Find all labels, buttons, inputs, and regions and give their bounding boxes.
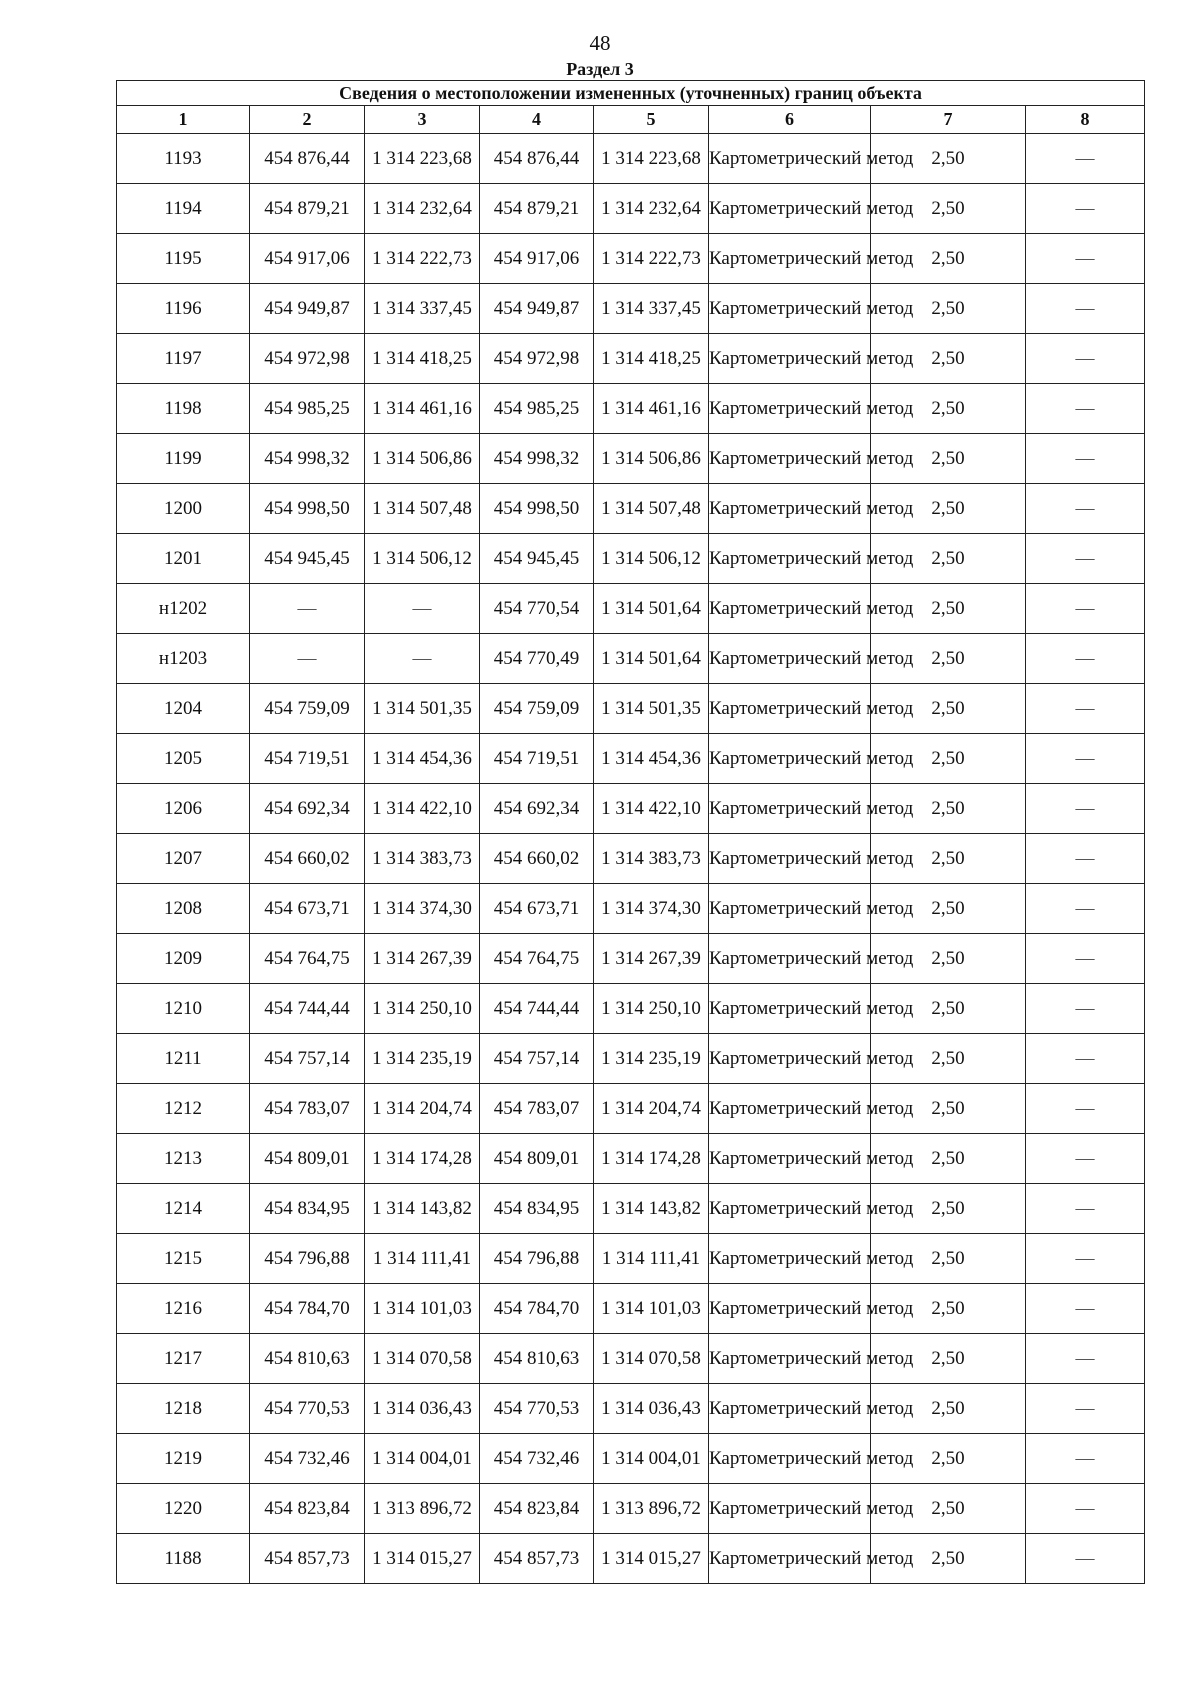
- cell-old-x: 454 719,51: [250, 734, 365, 784]
- cell-new-y: 1 314 506,86: [594, 434, 709, 484]
- table-row: [117, 484, 1145, 534]
- cell-accuracy: 2,50: [871, 834, 1026, 884]
- cell-point-number: 1215: [117, 1234, 250, 1284]
- cell-new-x: 454 879,21: [480, 184, 594, 234]
- cell-new-y: 1 313 896,72: [594, 1484, 709, 1534]
- cell-old-y: 1 314 004,01: [365, 1434, 480, 1484]
- table-row: [117, 234, 1145, 284]
- cell-old-x: 454 857,73: [250, 1534, 365, 1584]
- cell-description: —: [1026, 1384, 1145, 1434]
- cell-description: —: [1026, 634, 1145, 684]
- table-caption: Сведения о местоположении измененных (уточненных) границ объекта: [117, 81, 1145, 106]
- cell-new-y: 1 314 015,27: [594, 1534, 709, 1584]
- table-row: [117, 1184, 1145, 1234]
- cell-old-x: 454 796,88: [250, 1234, 365, 1284]
- cell-accuracy: 2,50: [871, 484, 1026, 534]
- cell-description: —: [1026, 384, 1145, 434]
- cell-new-y: 1 314 383,73: [594, 834, 709, 884]
- cell-new-y: 1 314 143,82: [594, 1184, 709, 1234]
- cell-method: Картометрический метод: [709, 1034, 871, 1084]
- cell-old-y: 1 314 506,12: [365, 534, 480, 584]
- cell-old-x: 454 732,46: [250, 1434, 365, 1484]
- table-row: [117, 934, 1145, 984]
- cell-point-number: 1196: [117, 284, 250, 334]
- cell-method: Картометрический метод: [709, 634, 871, 684]
- cell-description: —: [1026, 984, 1145, 1034]
- cell-method: Картометрический метод: [709, 684, 871, 734]
- cell-description: —: [1026, 1084, 1145, 1134]
- cell-description: —: [1026, 334, 1145, 384]
- cell-new-x: 454 949,87: [480, 284, 594, 334]
- cell-accuracy: 2,50: [871, 534, 1026, 584]
- table-row: [117, 684, 1145, 734]
- cell-new-x: 454 876,44: [480, 134, 594, 184]
- cell-description: —: [1026, 584, 1145, 634]
- cell-point-number: 1188: [117, 1534, 250, 1584]
- cell-method: Картометрический метод: [709, 1134, 871, 1184]
- cell-old-x: 454 985,25: [250, 384, 365, 434]
- cell-old-x: 454 998,50: [250, 484, 365, 534]
- cell-point-number: 1208: [117, 884, 250, 934]
- table-row: [117, 1234, 1145, 1284]
- cell-accuracy: 2,50: [871, 184, 1026, 234]
- cell-new-y: 1 314 101,03: [594, 1284, 709, 1334]
- cell-new-y: 1 314 036,43: [594, 1384, 709, 1434]
- cell-old-x: 454 949,87: [250, 284, 365, 334]
- cell-old-y: 1 314 374,30: [365, 884, 480, 934]
- cell-accuracy: 2,50: [871, 634, 1026, 684]
- cell-old-x: 454 759,09: [250, 684, 365, 734]
- column-number-8: 8: [1026, 106, 1145, 134]
- cell-old-y: 1 314 250,10: [365, 984, 480, 1034]
- cell-new-y: 1 314 204,74: [594, 1084, 709, 1134]
- cell-description: —: [1026, 1184, 1145, 1234]
- cell-description: —: [1026, 134, 1145, 184]
- table-row: [117, 584, 1145, 634]
- cell-new-y: 1 314 222,73: [594, 234, 709, 284]
- cell-method: Картометрический метод: [709, 984, 871, 1034]
- cell-new-y: 1 314 004,01: [594, 1434, 709, 1484]
- cell-point-number: 1205: [117, 734, 250, 784]
- cell-old-y: 1 314 418,25: [365, 334, 480, 384]
- cell-new-x: 454 796,88: [480, 1234, 594, 1284]
- table-row: [117, 384, 1145, 434]
- cell-new-x: 454 757,14: [480, 1034, 594, 1084]
- cell-description: —: [1026, 1434, 1145, 1484]
- cell-new-y: 1 314 174,28: [594, 1134, 709, 1184]
- cell-description: —: [1026, 1284, 1145, 1334]
- cell-accuracy: 2,50: [871, 234, 1026, 284]
- cell-method: Картометрический метод: [709, 284, 871, 334]
- cell-new-x: 454 834,95: [480, 1184, 594, 1234]
- cell-new-x: 454 985,25: [480, 384, 594, 434]
- cell-method: Картометрический метод: [709, 1384, 871, 1434]
- cell-new-x: 454 673,71: [480, 884, 594, 934]
- cell-accuracy: 2,50: [871, 334, 1026, 384]
- table-row: [117, 834, 1145, 884]
- cell-new-x: 454 810,63: [480, 1334, 594, 1384]
- cell-old-y: 1 314 461,16: [365, 384, 480, 434]
- cell-old-y: 1 314 507,48: [365, 484, 480, 534]
- cell-old-y: 1 314 235,19: [365, 1034, 480, 1084]
- cell-new-x: 454 917,06: [480, 234, 594, 284]
- cell-description: —: [1026, 734, 1145, 784]
- cell-accuracy: 2,50: [871, 1334, 1026, 1384]
- cell-accuracy: 2,50: [871, 1134, 1026, 1184]
- cell-method: Картометрический метод: [709, 734, 871, 784]
- cell-old-x: 454 810,63: [250, 1334, 365, 1384]
- cell-old-x: 454 783,07: [250, 1084, 365, 1134]
- column-number-3: 3: [365, 106, 480, 134]
- table-row: [117, 1134, 1145, 1184]
- cell-description: —: [1026, 1234, 1145, 1284]
- table-row: [117, 134, 1145, 184]
- cell-old-y: 1 314 454,36: [365, 734, 480, 784]
- cell-new-y: 1 314 250,10: [594, 984, 709, 1034]
- cell-new-y: 1 314 070,58: [594, 1334, 709, 1384]
- cell-old-x: 454 972,98: [250, 334, 365, 384]
- cell-new-y: 1 314 223,68: [594, 134, 709, 184]
- cell-point-number: 1216: [117, 1284, 250, 1334]
- cell-point-number: 1207: [117, 834, 250, 884]
- cell-method: Картометрический метод: [709, 934, 871, 984]
- cell-description: —: [1026, 784, 1145, 834]
- cell-old-y: 1 314 232,64: [365, 184, 480, 234]
- column-number-5: 5: [594, 106, 709, 134]
- table-row: [117, 634, 1145, 684]
- table-row: [117, 1084, 1145, 1134]
- cell-description: —: [1026, 1534, 1145, 1584]
- cell-old-x: —: [250, 584, 365, 634]
- cell-description: —: [1026, 284, 1145, 334]
- table-body: [117, 134, 1145, 1584]
- cell-old-x: 454 764,75: [250, 934, 365, 984]
- cell-accuracy: 2,50: [871, 884, 1026, 934]
- cell-point-number: 1195: [117, 234, 250, 284]
- cell-accuracy: 2,50: [871, 1384, 1026, 1434]
- column-number-row: [117, 106, 1145, 134]
- cell-method: Картометрический метод: [709, 1184, 871, 1234]
- cell-description: —: [1026, 434, 1145, 484]
- cell-old-x: 454 673,71: [250, 884, 365, 934]
- cell-old-y: 1 314 422,10: [365, 784, 480, 834]
- cell-accuracy: 2,50: [871, 934, 1026, 984]
- cell-new-x: 454 719,51: [480, 734, 594, 784]
- cell-accuracy: 2,50: [871, 1034, 1026, 1084]
- cell-method: Картометрический метод: [709, 184, 871, 234]
- cell-new-x: 454 857,73: [480, 1534, 594, 1584]
- cell-new-x: 454 809,01: [480, 1134, 594, 1184]
- table-row: [117, 434, 1145, 484]
- cell-new-y: 1 314 461,16: [594, 384, 709, 434]
- cell-old-y: 1 314 222,73: [365, 234, 480, 284]
- cell-new-x: 454 770,49: [480, 634, 594, 684]
- cell-method: Картометрический метод: [709, 1434, 871, 1484]
- cell-old-x: 454 784,70: [250, 1284, 365, 1334]
- section-title: Раздел 3: [566, 59, 634, 79]
- cell-new-x: 454 732,46: [480, 1434, 594, 1484]
- cell-method: Картометрический метод: [709, 234, 871, 284]
- cell-new-x: 454 945,45: [480, 534, 594, 584]
- cell-point-number: 1200: [117, 484, 250, 534]
- cell-new-y: 1 314 418,25: [594, 334, 709, 384]
- cell-accuracy: 2,50: [871, 684, 1026, 734]
- cell-description: —: [1026, 884, 1145, 934]
- cell-new-x: 454 823,84: [480, 1484, 594, 1534]
- cell-old-y: —: [365, 634, 480, 684]
- cell-point-number: 1214: [117, 1184, 250, 1234]
- cell-new-y: 1 314 267,39: [594, 934, 709, 984]
- cell-old-x: 454 757,14: [250, 1034, 365, 1084]
- cell-method: Картометрический метод: [709, 1334, 871, 1384]
- cell-description: —: [1026, 684, 1145, 734]
- cell-accuracy: 2,50: [871, 1534, 1026, 1584]
- column-number-4: 4: [480, 106, 594, 134]
- cell-old-y: —: [365, 584, 480, 634]
- cell-new-y: 1 314 235,19: [594, 1034, 709, 1084]
- cell-old-y: 1 314 143,82: [365, 1184, 480, 1234]
- cell-old-x: 454 917,06: [250, 234, 365, 284]
- cell-accuracy: 2,50: [871, 1284, 1026, 1334]
- table-row: [117, 884, 1145, 934]
- cell-old-y: 1 314 337,45: [365, 284, 480, 334]
- cell-description: —: [1026, 534, 1145, 584]
- cell-point-number: 1204: [117, 684, 250, 734]
- cell-method: Картометрический метод: [709, 884, 871, 934]
- cell-description: —: [1026, 1134, 1145, 1184]
- cell-new-y: 1 314 507,48: [594, 484, 709, 534]
- table-row: [117, 334, 1145, 384]
- cell-new-y: 1 314 501,64: [594, 584, 709, 634]
- cell-new-x: 454 744,44: [480, 984, 594, 1034]
- cell-old-x: 454 744,44: [250, 984, 365, 1034]
- table-row: [117, 1384, 1145, 1434]
- cell-point-number: 1199: [117, 434, 250, 484]
- cell-method: Картометрический метод: [709, 834, 871, 884]
- cell-accuracy: 2,50: [871, 1234, 1026, 1284]
- table-row: [117, 1484, 1145, 1534]
- cell-point-number: 1198: [117, 384, 250, 434]
- cell-old-y: 1 314 223,68: [365, 134, 480, 184]
- cell-description: —: [1026, 234, 1145, 284]
- table-header: [117, 81, 1145, 134]
- cell-old-y: 1 314 111,41: [365, 1234, 480, 1284]
- cell-old-y: 1 314 501,35: [365, 684, 480, 734]
- cell-description: —: [1026, 1034, 1145, 1084]
- cell-point-number: 1219: [117, 1434, 250, 1484]
- column-number-6: 6: [709, 106, 871, 134]
- table-row: [117, 784, 1145, 834]
- cell-old-x: 454 876,44: [250, 134, 365, 184]
- cell-point-number: 1217: [117, 1334, 250, 1384]
- table-row: [117, 1534, 1145, 1584]
- cell-old-y: 1 314 383,73: [365, 834, 480, 884]
- cell-point-number: 1220: [117, 1484, 250, 1534]
- cell-point-number: 1212: [117, 1084, 250, 1134]
- cell-point-number: 1194: [117, 184, 250, 234]
- cell-accuracy: 2,50: [871, 734, 1026, 784]
- cell-accuracy: 2,50: [871, 784, 1026, 834]
- cell-accuracy: 2,50: [871, 984, 1026, 1034]
- cell-accuracy: 2,50: [871, 1484, 1026, 1534]
- cell-point-number: 1197: [117, 334, 250, 384]
- cell-old-y: 1 313 896,72: [365, 1484, 480, 1534]
- cell-description: —: [1026, 1484, 1145, 1534]
- cell-new-y: 1 314 422,10: [594, 784, 709, 834]
- cell-new-y: 1 314 232,64: [594, 184, 709, 234]
- cell-method: Картометрический метод: [709, 1534, 871, 1584]
- cell-old-x: 454 809,01: [250, 1134, 365, 1184]
- cell-old-x: 454 945,45: [250, 534, 365, 584]
- cell-new-x: 454 764,75: [480, 934, 594, 984]
- cell-point-number: 1193: [117, 134, 250, 184]
- table-row: [117, 984, 1145, 1034]
- cell-point-number: 1218: [117, 1384, 250, 1434]
- cell-old-x: 454 770,53: [250, 1384, 365, 1434]
- cell-old-y: 1 314 036,43: [365, 1384, 480, 1434]
- cell-accuracy: 2,50: [871, 1184, 1026, 1234]
- cell-accuracy: 2,50: [871, 584, 1026, 634]
- cell-new-x: 454 770,53: [480, 1384, 594, 1434]
- cell-method: Картометрический метод: [709, 534, 871, 584]
- cell-accuracy: 2,50: [871, 384, 1026, 434]
- cell-new-x: 454 998,50: [480, 484, 594, 534]
- column-number-1: 1: [117, 106, 250, 134]
- cell-old-y: 1 314 101,03: [365, 1284, 480, 1334]
- cell-new-y: 1 314 374,30: [594, 884, 709, 934]
- cell-method: Картометрический метод: [709, 1284, 871, 1334]
- table-caption-row: [117, 81, 1145, 106]
- cell-new-y: 1 314 454,36: [594, 734, 709, 784]
- cell-point-number: 1206: [117, 784, 250, 834]
- cell-point-number: н1203: [117, 634, 250, 684]
- cell-method: Картометрический метод: [709, 484, 871, 534]
- cell-method: Картометрический метод: [709, 134, 871, 184]
- cell-new-x: 454 759,09: [480, 684, 594, 734]
- cell-new-y: 1 314 506,12: [594, 534, 709, 584]
- cell-description: —: [1026, 834, 1145, 884]
- cell-old-y: 1 314 070,58: [365, 1334, 480, 1384]
- cell-accuracy: 2,50: [871, 1084, 1026, 1134]
- cell-old-y: 1 314 174,28: [365, 1134, 480, 1184]
- cell-accuracy: 2,50: [871, 1434, 1026, 1484]
- cell-new-y: 1 314 501,64: [594, 634, 709, 684]
- page-number: 48: [589, 31, 611, 55]
- cell-point-number: 1210: [117, 984, 250, 1034]
- cell-new-x: 454 770,54: [480, 584, 594, 634]
- cell-accuracy: 2,50: [871, 134, 1026, 184]
- cell-new-x: 454 660,02: [480, 834, 594, 884]
- cell-point-number: 1213: [117, 1134, 250, 1184]
- cell-point-number: 1211: [117, 1034, 250, 1084]
- table-row: [117, 1334, 1145, 1384]
- cell-old-y: 1 314 506,86: [365, 434, 480, 484]
- cell-old-x: —: [250, 634, 365, 684]
- cell-old-y: 1 314 204,74: [365, 1084, 480, 1134]
- cell-accuracy: 2,50: [871, 284, 1026, 334]
- cell-new-x: 454 784,70: [480, 1284, 594, 1334]
- cell-description: —: [1026, 934, 1145, 984]
- cell-new-y: 1 314 337,45: [594, 284, 709, 334]
- column-number-2: 2: [250, 106, 365, 134]
- table-row: [117, 1034, 1145, 1084]
- table-row: [117, 734, 1145, 784]
- cell-description: —: [1026, 1334, 1145, 1384]
- cell-new-x: 454 972,98: [480, 334, 594, 384]
- cell-new-y: 1 314 501,35: [594, 684, 709, 734]
- table-row: [117, 184, 1145, 234]
- cell-description: —: [1026, 484, 1145, 534]
- cell-new-x: 454 692,34: [480, 784, 594, 834]
- cell-method: Картометрический метод: [709, 784, 871, 834]
- cell-method: Картометрический метод: [709, 334, 871, 384]
- cell-point-number: 1201: [117, 534, 250, 584]
- cell-old-x: 454 692,34: [250, 784, 365, 834]
- cell-old-y: 1 314 015,27: [365, 1534, 480, 1584]
- cell-method: Картометрический метод: [709, 1084, 871, 1134]
- table-row: [117, 534, 1145, 584]
- cell-point-number: 1209: [117, 934, 250, 984]
- cell-method: Картометрический метод: [709, 584, 871, 634]
- cell-new-x: 454 783,07: [480, 1084, 594, 1134]
- table-row: [117, 1284, 1145, 1334]
- cell-old-x: 454 879,21: [250, 184, 365, 234]
- coordinates-table: [116, 80, 1145, 1584]
- cell-old-x: 454 998,32: [250, 434, 365, 484]
- cell-old-x: 454 823,84: [250, 1484, 365, 1534]
- cell-point-number: н1202: [117, 584, 250, 634]
- cell-method: Картометрический метод: [709, 434, 871, 484]
- cell-new-x: 454 998,32: [480, 434, 594, 484]
- cell-description: —: [1026, 184, 1145, 234]
- cell-old-y: 1 314 267,39: [365, 934, 480, 984]
- cell-old-x: 454 660,02: [250, 834, 365, 884]
- table-row: [117, 1434, 1145, 1484]
- table-row: [117, 284, 1145, 334]
- cell-new-y: 1 314 111,41: [594, 1234, 709, 1284]
- cell-method: Картометрический метод: [709, 1484, 871, 1534]
- cell-method: Картометрический метод: [709, 384, 871, 434]
- cell-old-x: 454 834,95: [250, 1184, 365, 1234]
- column-number-7: 7: [871, 106, 1026, 134]
- cell-method: Картометрический метод: [709, 1234, 871, 1284]
- cell-accuracy: 2,50: [871, 434, 1026, 484]
